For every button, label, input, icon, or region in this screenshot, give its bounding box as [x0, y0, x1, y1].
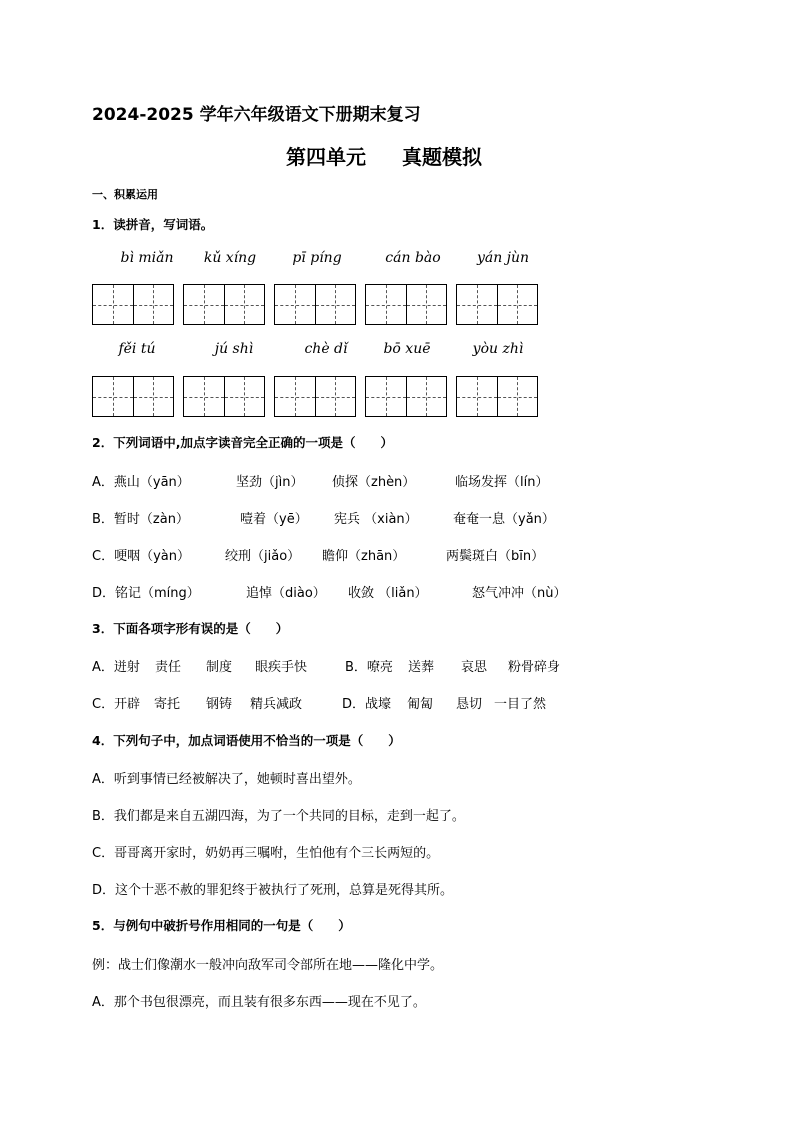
- pinyin-item: yán jùn: [476, 250, 530, 266]
- option-segment: 怒气冲冲（nù）: [472, 586, 567, 601]
- pinyin-item: kǔ xíng: [203, 250, 257, 266]
- option-segment: 粉骨碎身: [508, 660, 561, 675]
- option-segment: 宪兵 （xiàn）: [334, 512, 418, 527]
- option-segment: 噎着（yē）: [240, 512, 308, 527]
- option-segment: 收敛 （liǎn）: [348, 586, 428, 601]
- question-5-stem: 5．与例句中破折号作用相同的一句是（ ）: [92, 918, 351, 933]
- option-segment: D．战壕: [342, 697, 392, 712]
- question-3-stem: 3．下面各项字形有误的是（ ）: [92, 621, 289, 636]
- writing-box[interactable]: [183, 376, 265, 417]
- option-segment: 送葬: [408, 660, 435, 675]
- question-5-option-a[interactable]: A．那个书包很漂亮，而且装有很多东西——现在不见了。: [92, 995, 426, 1010]
- option-segment: 坚劲（jìn）: [236, 475, 304, 490]
- option-segment: 恳切: [456, 697, 483, 712]
- option-segment: B．嘹亮: [345, 660, 393, 675]
- option-segment: C．开辟: [92, 697, 141, 712]
- writing-box[interactable]: [183, 284, 265, 325]
- pinyin-item: cán bào: [385, 250, 441, 266]
- subtitle-label: 真题模拟: [402, 145, 482, 169]
- option-segment: 制度: [206, 660, 233, 675]
- option-segment: B．暂时（zàn）: [92, 512, 189, 527]
- writing-box[interactable]: [274, 376, 356, 417]
- unit-label: 第四单元: [286, 145, 366, 169]
- pinyin-item: yòu zhì: [472, 341, 524, 357]
- writing-box[interactable]: [365, 376, 447, 417]
- option-segment: 绞刑（jiǎo）: [225, 549, 301, 564]
- question-5-example: 例：战士们像潮水一般冲向敌军司令部所在地——隆化中学。: [92, 958, 444, 973]
- pinyin-item: bō xuē: [383, 341, 431, 357]
- writing-box[interactable]: [456, 376, 538, 417]
- option-segment: 哀思: [461, 660, 488, 675]
- option-segment: 临场发挥（lín）: [455, 475, 549, 490]
- option-segment: 追悼（diào）: [246, 586, 326, 601]
- option-segment: 责任: [155, 660, 182, 675]
- option-segment: A．燕山（yān）: [92, 475, 190, 490]
- option-segment: 匍匐: [407, 697, 434, 712]
- option-segment: 精兵减政: [250, 697, 303, 712]
- question-4-option-b[interactable]: B．我们都是来自五湖四海，为了一个共同的目标，走到一起了。: [92, 809, 465, 824]
- option-segment: 一目了然: [494, 697, 547, 712]
- section-heading: 一、积累运用: [92, 188, 158, 201]
- option-segment: 钢铸: [206, 697, 233, 712]
- writing-box[interactable]: [92, 376, 174, 417]
- option-segment: 两鬓斑白（bīn）: [446, 549, 545, 564]
- writing-box[interactable]: [456, 284, 538, 325]
- document-title: 2024-2025 学年六年级语文下册期末复习: [92, 105, 421, 125]
- option-segment: 奄奄一息（yǎn）: [453, 512, 555, 527]
- pinyin-item: pī píng: [292, 250, 342, 266]
- writing-box[interactable]: [92, 284, 174, 325]
- unit-subtitle: [286, 141, 482, 170]
- pinyin-item: jú shì: [214, 341, 254, 357]
- option-segment: 侦探（zhèn）: [332, 475, 416, 490]
- option-segment: D．铭记（míng）: [92, 586, 200, 601]
- writing-box[interactable]: [274, 284, 356, 325]
- question-4-option-d[interactable]: D．这个十恶不赦的罪犯终于被执行了死刑，总算是死得其所。: [92, 883, 454, 898]
- pinyin-item: chè dǐ: [304, 341, 348, 357]
- option-segment: 寄托: [154, 697, 181, 712]
- option-segment: 瞻仰（zhān）: [322, 549, 406, 564]
- option-segment: 眼疾手快: [255, 660, 308, 675]
- writing-box[interactable]: [365, 284, 447, 325]
- option-segment: C．哽咽（yàn）: [92, 549, 190, 564]
- question-4-option-c[interactable]: C．哥哥离开家时，奶奶再三嘱咐，生怕他有个三长两短的。: [92, 846, 440, 861]
- question-4-stem: 4．下列句子中，加点词语使用不恰当的一项是（ ）: [92, 733, 401, 748]
- question-2-stem: 2．下列词语中,加点字读音完全正确的一项是（ ）: [92, 435, 393, 450]
- question-1-stem: 1．读拼音，写词语。: [92, 217, 214, 232]
- pinyin-item: fěi tú: [118, 341, 156, 357]
- pinyin-item: bì miǎn: [120, 250, 174, 266]
- question-4-option-a[interactable]: A．听到事情已经被解决了，她顿时喜出望外。: [92, 772, 361, 787]
- option-segment: A．迸射: [92, 660, 140, 675]
